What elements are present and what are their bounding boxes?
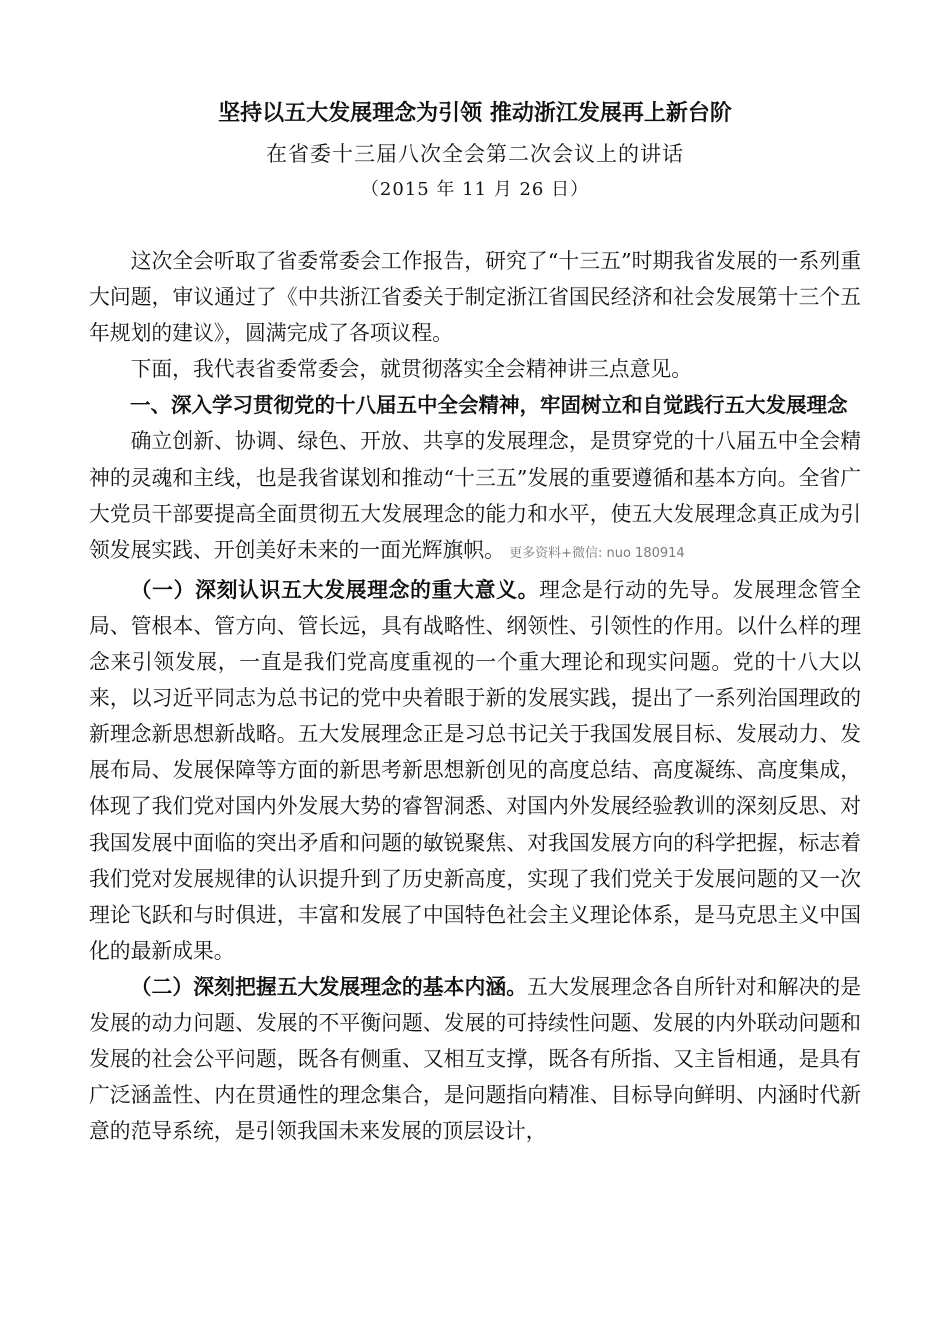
paragraph-intro: 这次全会听取了省委常委会工作报告，研究了“十三五”时期我省发展的一系列重大问题，审议通过了《中共浙江省委关于制定浙江省国民经济和社会发展第十三个五年规划的建议》，圆满完成了各项议程。 xyxy=(89,249,861,346)
paragraph-opinions: 下面，我代表省委常委会，就贯彻落实全会精神讲三点意见。 xyxy=(130,357,693,382)
paragraph-five-concepts-text: 确立创新、协调、绿色、开放、共享的发展理念，是贯穿党的十八届五中全会精神的灵魂和主线，也是我省谋划和推动“十三五”发展的重要遵循和基本方向。全省广大党员干部要提高全面贯彻五大发展理念的能力和水平，使五大发展理念真正成为引领发展实践、开创美好未来的一面光辉旗帜。 xyxy=(89,429,861,562)
paragraph-five-concepts xyxy=(89,423,861,571)
document-date: （2015 年 11 月 26 日） xyxy=(360,179,590,200)
document-body xyxy=(89,243,861,1149)
paragraph-connotation-text: 五大发展理念各自所针对和解决的是发展的动力问题、发展的不平衡问题、发展的可持续性问题、发展的内外联动问题和发展的社会公平问题，既各有侧重、又相互支撑，既各有所指、又主旨相通，是具有广泛涵盖性、内在贯通性的理念集合，是问题指向精准、目标导向鲜明、内涵时代新意的范导系统，是引领我国未来发展的顶层设计， xyxy=(89,974,861,1144)
document-subtitle: 在省委十三届八次全会第二次会议上的讲话 xyxy=(266,142,684,166)
paragraph-connotation xyxy=(89,969,861,1149)
section-heading-1: 一、深入学习贯彻党的十八届五中全会精神，牢固树立和自觉践行五大发展理念 xyxy=(130,393,848,418)
contact-note-text: 更多资料+微信: nuo 180914 xyxy=(509,545,685,561)
contact-note xyxy=(505,546,685,561)
subheading-connotation: （二）深刻把握五大发展理念的基本内涵。 xyxy=(130,973,528,999)
document-title: 坚持以五大发展理念为引领 推动浙江发展再上新台阶 xyxy=(218,100,732,126)
subheading-significance: （一）深刻认识五大发展理念的重大意义。 xyxy=(130,576,540,602)
paragraph-significance xyxy=(89,572,861,969)
paragraph-significance-text: 理念是行动的先导。发展理念管全局、管根本、管方向、管长远，具有战略性、纲领性、引领性的作用。以什么样的理念来引领发展，一直是我们党高度重视的一个重大理论和现实问题。党的十八大以来，以习近平同志为总书记的党中央着眼于新的发展实践，提出了一系列治国理政的新理念新思想新战略。五大发展理念正是习总书记关于我国发展目标、发展动力、发展布局、发展保障等方面的新思考新思想新创见的高度总结、高度凝练、高度集成，体现了我们党对国内外发展大势的睿智洞悉、对国内外发展经验教训的深刻反思、对我国发展中面临的突出矛盾和问题的敏锐聚焦、对我国发展方向的科学把握，标志着我们党对发展规律的认识提升到了历史新高度，实现了我们党关于发展问题的又一次理论飞跃和与时俱进，丰富和发展了中国特色社会主义理论体系，是马克思主义中国化的最新成果。 xyxy=(89,577,861,963)
